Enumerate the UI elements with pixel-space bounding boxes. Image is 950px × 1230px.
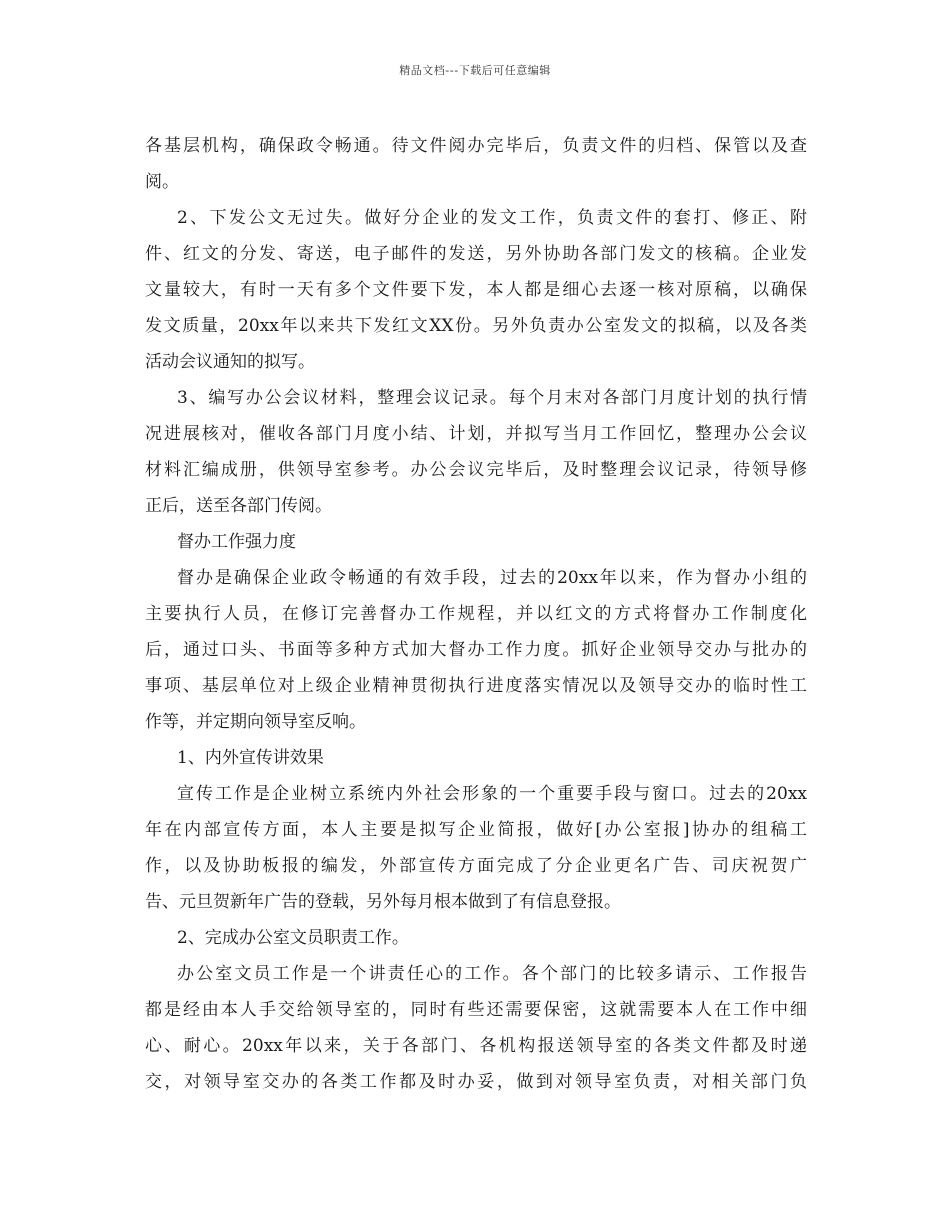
text-line: 2、完成办公室文员职责工作。 bbox=[177, 928, 409, 948]
text-line: 年在内部宣传方面，本人主要是拟写企业简报，做好[办公室报]协办的组稿工 bbox=[145, 820, 807, 840]
text-line: 主要执行人员，在修订完善督办工作规程，并以红文的方式将督办工作制度化 bbox=[145, 604, 807, 624]
text-line: 3、编写办公会议材料，整理会议记录。每个月末对各部门月度计划的执行情 bbox=[177, 388, 807, 408]
text-line: 文量较大，有时一天有多个文件要下发，本人都是细心去逐一核对原稿，以确保 bbox=[145, 280, 807, 300]
text-line: 宣传工作是企业树立系统内外社会形象的一个重要手段与窗口。过去的20xx bbox=[177, 784, 807, 804]
text-line: 活动会议通知的拟写。 bbox=[145, 352, 315, 372]
text-line: 督办工作强力度 bbox=[177, 532, 296, 552]
text-line: 事项、基层单位对上级企业精神贯彻执行进度落实情况以及领导交办的临时性工 bbox=[145, 676, 807, 696]
text-line: 各基层机构，确保政令畅通。待文件阅办完毕后，负责文件的归档、保管以及查 bbox=[145, 136, 807, 156]
text-line: 发文质量，20xx年以来共下发红文XX份。另外负责办公室发文的拟稿，以及各类 bbox=[145, 316, 807, 336]
text-line: 件、红文的分发、寄送，电子邮件的发送，另外协助各部门发文的核稿。企业发 bbox=[145, 244, 807, 264]
text-line: 作，以及协助板报的编发，外部宣传方面完成了分企业更名广告、司庆祝贺广 bbox=[145, 856, 807, 876]
text-line: 正后，送至各部门传阅。 bbox=[145, 496, 332, 516]
text-line: 后，通过口头、书面等多种方式加大督办工作力度。抓好企业领导交办与批办的 bbox=[145, 640, 807, 660]
text-line: 1、内外宣传讲效果 bbox=[177, 748, 324, 768]
text-line: 交，对领导室交办的各类工作都及时办妥，做到对领导室负责，对相关部门负 bbox=[145, 1072, 807, 1092]
text-line: 都是经由本人手交给领导室的，同时有些还需要保密，这就需要本人在工作中细 bbox=[145, 1000, 807, 1020]
text-line: 告、元旦贺新年广告的登载，另外每月根本做到了有信息登报。 bbox=[145, 892, 621, 912]
document-body bbox=[145, 128, 807, 1100]
text-line: 督办是确保企业政令畅通的有效手段，过去的20xx年以来，作为督办小组的 bbox=[177, 568, 807, 588]
text-line: 作等，并定期向领导室反响。 bbox=[145, 712, 366, 732]
text-line: 材料汇编成册，供领导室参考。办公会议完毕后，及时整理会议记录，待领导修 bbox=[145, 460, 807, 480]
text-line: 2、下发公文无过失。做好分企业的发文工作，负责文件的套打、修正、附 bbox=[177, 208, 807, 228]
text-line: 况进展核对，催收各部门月度小结、计划，并拟写当月工作回忆，整理办公会议 bbox=[145, 424, 807, 444]
text-line: 办公室文员工作是一个讲责任心的工作。各个部门的比较多请示、工作报告 bbox=[177, 964, 807, 984]
text-line: 心、耐心。20xx年以来，关于各部门、各机构报送领导室的各类文件都及时递 bbox=[145, 1036, 807, 1056]
text-line: 阅。 bbox=[145, 172, 179, 192]
page-header: 精品文档---下载后可任意编辑 bbox=[399, 64, 551, 77]
